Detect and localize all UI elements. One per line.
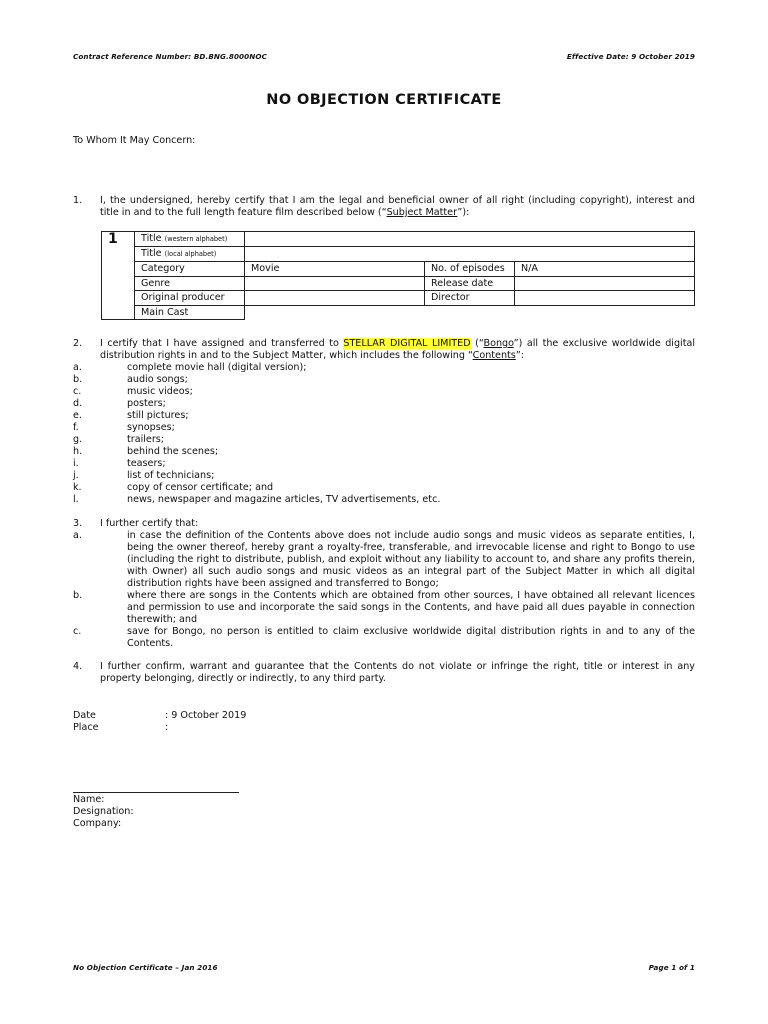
list-item	[73, 470, 695, 482]
list-item-text: where there are songs in the Contents which are obtained from other sources, I have obtained all relevant licences and permission to use and incorporate the said songs in the Contents, and have paid all dues payable in connection therewith; and	[127, 590, 695, 625]
paragraph-body: I further confirm, warrant and guarantee that the Contents do not violate or infringe the right, title or interest in any property belonging, directly or indirectly, to any third party.	[100, 661, 695, 684]
title-local-value	[245, 247, 695, 262]
list-item-text: copy of censor certificate; and	[127, 482, 274, 493]
film-details-table	[101, 231, 695, 320]
list-item	[73, 434, 695, 446]
paragraph-intro: I further certify that:	[100, 518, 199, 529]
label-text: Title	[141, 233, 162, 244]
certification-list	[73, 530, 695, 650]
text: ”:	[515, 350, 524, 361]
text: (“	[470, 338, 484, 349]
place-label: Place	[73, 722, 99, 733]
page-header	[73, 52, 695, 61]
main-cast-value	[245, 305, 695, 320]
main-cast-label: Main Cast	[135, 305, 245, 320]
text: I certify that I have assigned and transferred to	[100, 338, 344, 349]
table-row	[102, 262, 695, 277]
title-western-label	[135, 232, 245, 247]
list-item	[73, 446, 695, 458]
list-item	[73, 458, 695, 470]
signature-line	[73, 792, 239, 793]
label-text: Title	[141, 248, 162, 259]
list-item-text: audio songs;	[127, 374, 188, 385]
table-row	[102, 232, 695, 247]
list-item	[73, 482, 695, 494]
list-item-text: behind the scenes;	[127, 446, 219, 457]
bongo-term: Bongo	[483, 338, 514, 349]
list-item	[73, 410, 695, 422]
list-item-letter: f.	[73, 422, 79, 433]
list-item-letter: i.	[73, 458, 79, 469]
list-item-letter: c.	[73, 626, 82, 637]
list-item-text: in case the definition of the Contents above does not include audio songs and music videos as separate entities, I, being the owner thereof, hereby grant a royalty-free, transferable, and irrevocable license and right to Bongo to use (including the right to distribute, publish, and exploit without any liability to account to, and share any profits therein, with Owner) all such audio songs and music videos as an integral part of the Subject Matter in which all digital distribution rights have been assigned and transferred to Bongo;	[127, 530, 695, 589]
list-item	[73, 374, 695, 386]
paragraph-2	[73, 338, 695, 362]
row-index: 1	[102, 232, 135, 320]
table-row	[102, 291, 695, 306]
date-value: : 9 October 2019	[165, 710, 247, 721]
paragraph-number: 3.	[73, 518, 83, 529]
list-item	[73, 530, 695, 590]
list-item-letter: d.	[73, 398, 83, 409]
list-item	[73, 362, 695, 374]
list-item-letter: e.	[73, 410, 82, 421]
contract-reference: Contract Reference Number: BD.BNG.8000NOC	[73, 52, 267, 61]
place-value: :	[165, 722, 169, 733]
list-item-text: still pictures;	[127, 410, 189, 421]
category-value: Movie	[245, 262, 425, 277]
contents-term: Contents	[472, 350, 516, 361]
release-date-label: Release date	[425, 276, 515, 291]
list-item-letter: g.	[73, 434, 83, 445]
genre-label: Genre	[135, 276, 245, 291]
paragraph-number: 2.	[73, 338, 83, 349]
director-label: Director	[425, 291, 515, 306]
table-row	[102, 305, 695, 320]
effective-date: Effective Date: 9 October 2019	[566, 52, 695, 61]
list-item-letter: a.	[73, 530, 82, 541]
paragraph-number: 1.	[73, 195, 83, 206]
list-item-text: teasers;	[127, 458, 166, 469]
footer-document-label: No Objection Certificate – Jan 2016	[73, 963, 218, 972]
text: ”):	[457, 207, 470, 218]
contents-list	[73, 362, 695, 506]
title-local-label	[135, 247, 245, 262]
date-label: Date	[73, 710, 96, 721]
list-item-letter: b.	[73, 374, 83, 385]
list-item-letter: j.	[73, 470, 79, 481]
table-row	[102, 247, 695, 262]
list-item-text: complete movie hall (digital version);	[127, 362, 307, 373]
document-title: NO OBJECTION CERTIFICATE	[266, 92, 502, 108]
list-item-letter: k.	[73, 482, 82, 493]
paragraph-body	[100, 338, 695, 362]
category-label: Category	[135, 262, 245, 277]
list-item-letter: c.	[73, 386, 82, 397]
footer-page-number: Page 1 of 1	[648, 963, 695, 972]
list-item-letter: a.	[73, 362, 82, 373]
label-note: (local alphabet)	[164, 250, 217, 258]
list-item	[73, 422, 695, 434]
text: I, the undersigned, hereby certify that I am the legal and beneficial owner of all right (including copyright), interest and title in and to the full length feature film described below (“	[100, 195, 695, 218]
company-label: Company:	[73, 818, 122, 829]
list-item	[73, 590, 695, 626]
label-note: (western alphabet)	[164, 235, 228, 243]
list-item-text: list of technicians;	[127, 470, 215, 481]
page-footer	[73, 963, 695, 972]
name-label: Name:	[73, 794, 105, 805]
list-item	[73, 494, 695, 506]
paragraph-1	[73, 195, 695, 219]
producer-value	[245, 291, 425, 306]
paragraph-number: 4.	[73, 661, 83, 672]
paragraph-4	[73, 661, 695, 685]
list-item-text: news, newspaper and magazine articles, TV advertisements, etc.	[127, 494, 441, 505]
designation-label: Designation:	[73, 806, 134, 817]
company-name-highlight: STELLAR DIGITAL LIMITED	[343, 338, 471, 349]
genre-value	[245, 276, 425, 291]
table-row	[102, 276, 695, 291]
title-western-value	[245, 232, 695, 247]
list-item-text: synopses;	[127, 422, 175, 433]
paragraph-3	[73, 518, 695, 530]
episodes-label: No. of episodes	[425, 262, 515, 277]
list-item	[73, 398, 695, 410]
subject-matter-term: Subject Matter	[386, 207, 458, 218]
director-value	[515, 291, 695, 306]
paragraph-body	[100, 195, 695, 219]
list-item-letter: h.	[73, 446, 83, 457]
list-item-text: save for Bongo, no person is entitled to claim exclusive worldwide digital distribution rights in and to any of the Contents.	[127, 626, 695, 649]
episodes-value: N/A	[515, 262, 695, 277]
release-date-value	[515, 276, 695, 291]
list-item-letter: l.	[73, 494, 79, 505]
list-item-text: trailers;	[127, 434, 164, 445]
list-item	[73, 386, 695, 398]
salutation: To Whom It May Concern:	[73, 135, 196, 146]
list-item-letter: b.	[73, 590, 83, 601]
producer-label: Original producer	[135, 291, 245, 306]
list-item-text: posters;	[127, 398, 166, 409]
text: ”) all the exclusive worldwide digital distribution rights in and to the Subject Matter, which includes the following “	[100, 338, 696, 361]
list-item	[73, 626, 695, 650]
list-item-text: music videos;	[127, 386, 193, 397]
